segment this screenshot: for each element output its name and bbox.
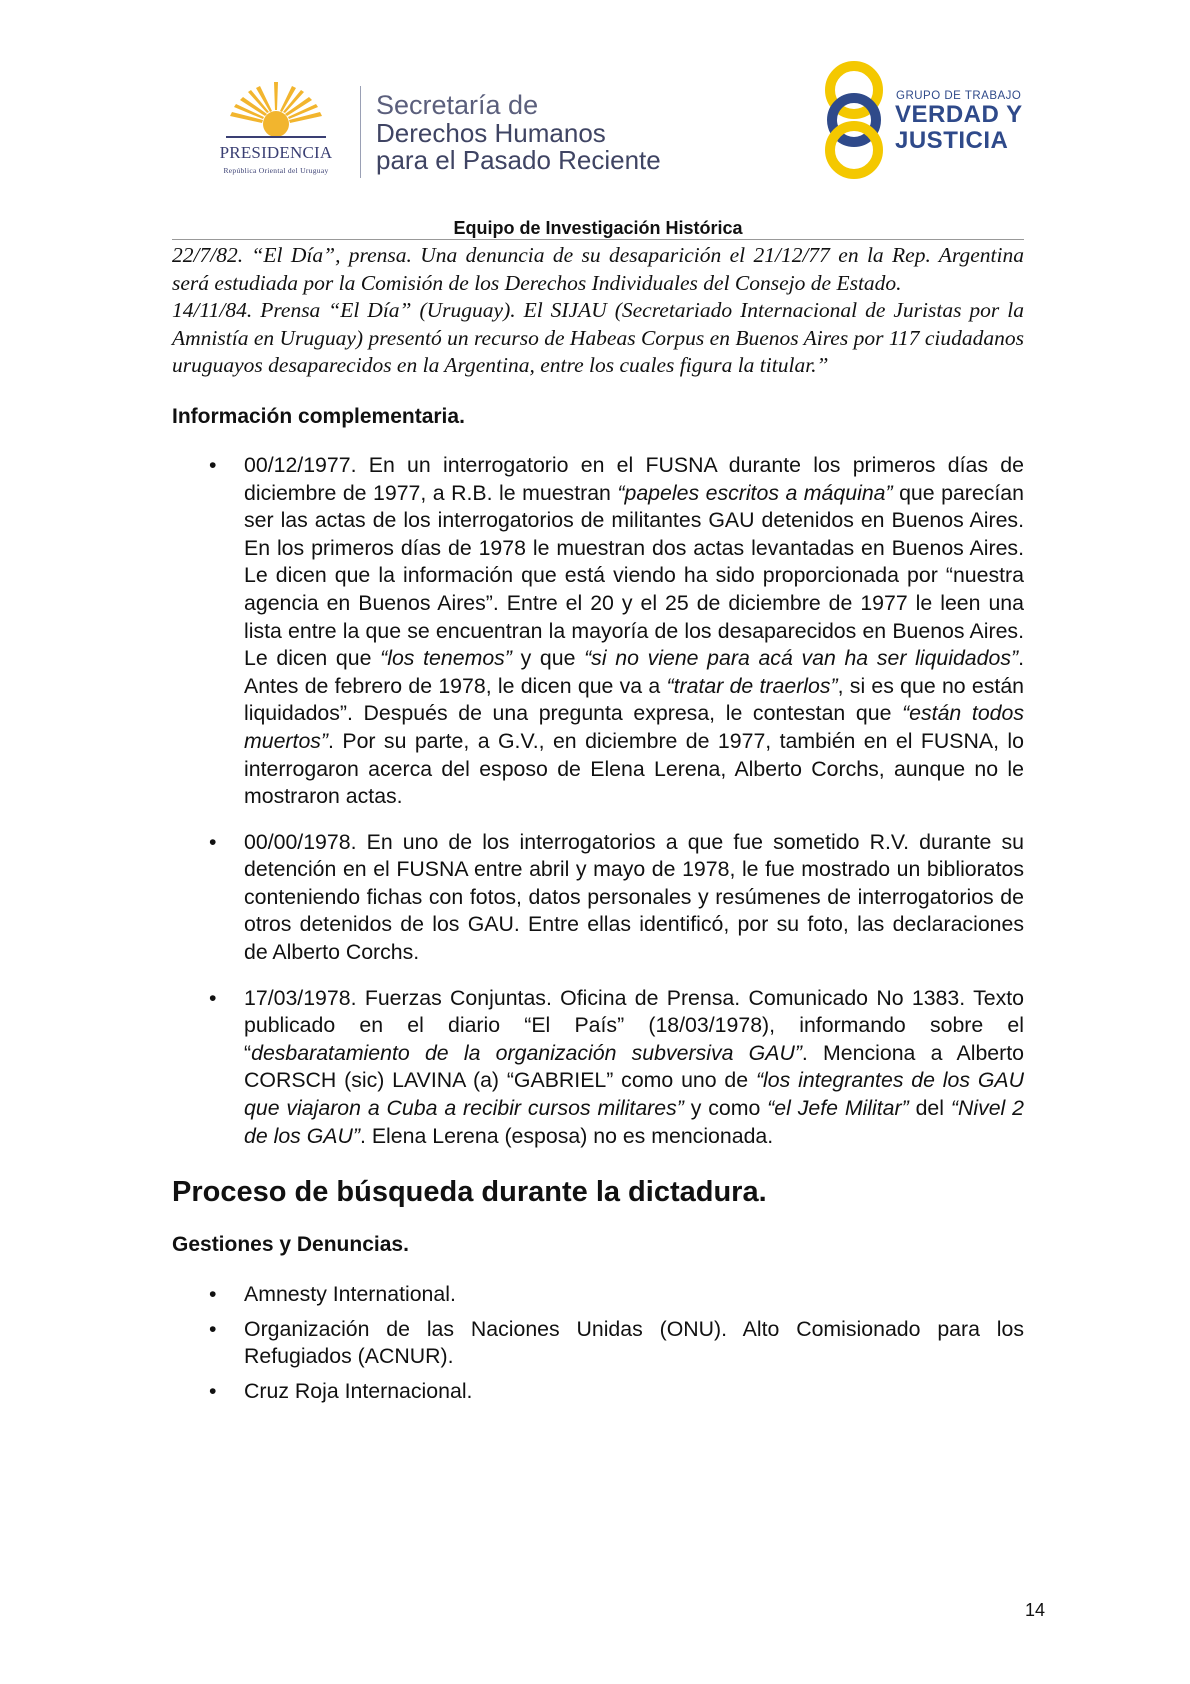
text-run: . Por su parte, a G.V., en diciembre de 1977, también en el FUSNA, lo interrogaron acerca del esposo de Elena Lerena, Alberto Corchs, aunque no le mostraron actas. bbox=[244, 728, 1024, 809]
italic-run: “tratar de traerlos” bbox=[666, 673, 838, 698]
press-quote bbox=[172, 242, 1024, 380]
list-item bbox=[172, 1378, 1024, 1406]
info-list bbox=[172, 452, 1024, 1150]
text-run: que parecían ser las actas de los interrogatorios de militantes GAU detenidos en Buenos Aires. En los primeros días de 1978 le muestran dos actas levantadas en Buenos Aires. Le dicen que la información que está viendo ha sido proporcionada por “nuestra agencia en Buenos Aires”. Entre el 20 y el 25 de diciembre de 1977 le leen una lista entre la que se encuentran la mayoría de los desaparecidos en Buenos Aires. Le dicen que bbox=[244, 480, 1024, 671]
quote-paragraph-1: 22/7/82. “El Día”, prensa. Una denuncia de su desaparición el 21/12/77 en la Rep. Argentina será estudiada por la Comisión de los Derechos Individuales del Consejo de Estado. bbox=[172, 243, 1024, 295]
italic-run: “Nivel 2 de los GAU” bbox=[244, 1096, 1024, 1148]
bullet-icon: • bbox=[209, 985, 217, 1010]
bullet-icon: • bbox=[209, 1379, 217, 1403]
list-item bbox=[172, 829, 1024, 967]
italic-run: “papeles escritos a máquina” bbox=[617, 480, 893, 505]
info-heading: Información complementaria. bbox=[172, 404, 465, 428]
italic-run: “los integrantes de los GAU que viajaron a Cuba a recibir cursos militares” bbox=[244, 1068, 1025, 1121]
page-number: 14 bbox=[1024, 1600, 1045, 1620]
sun-icon bbox=[226, 80, 326, 142]
text-run: y como bbox=[683, 1096, 768, 1121]
secretaria-line-1: Secretaría de bbox=[376, 90, 539, 120]
bullet-icon: • bbox=[209, 829, 217, 854]
bullet-icon: • bbox=[209, 1316, 217, 1341]
text-run: . Menciona a Alberto CORSCH (sic) LAVINA (a) “GABRIEL” como uno de bbox=[244, 1040, 1024, 1093]
header-rule bbox=[172, 239, 1024, 240]
italic-run: desbaratamiento de la organización subversiva GAU” bbox=[251, 1040, 802, 1065]
chain-rings-icon bbox=[820, 56, 890, 184]
text-run: y que bbox=[511, 646, 585, 671]
document-body bbox=[172, 242, 1024, 1406]
list-item bbox=[172, 452, 1024, 811]
list-item bbox=[172, 1316, 1024, 1371]
secretaria-logo-text bbox=[376, 90, 661, 174]
gestiones-list bbox=[172, 1281, 1024, 1405]
text-run: . Antes de febrero de 1978, le dicen que va a bbox=[244, 646, 1024, 698]
italic-run: “si no viene para acá van ha ser liquidados” bbox=[584, 646, 1019, 671]
text-run: 17/03/1978. Fuerzas Conjuntas. Oficina de Prensa. Comunicado No 1383. Texto publicado en el diario “El País” (18/03/1978), informando sobre el “ bbox=[244, 985, 1024, 1065]
proceso-heading: Proceso de búsqueda durante la dictadura. bbox=[172, 1176, 767, 1209]
presidencia-logo bbox=[196, 80, 356, 180]
italic-run: “están todos muertos” bbox=[244, 701, 1024, 753]
page-header bbox=[0, 0, 1190, 200]
bullet-icon: • bbox=[209, 1282, 217, 1307]
list-item bbox=[172, 1281, 1024, 1309]
italic-run: “los tenemos” bbox=[380, 646, 512, 671]
header-divider bbox=[360, 86, 361, 178]
text-run: 00/00/1978. En uno de los interrogatorios a que fue sometido R.V. durante su detención en el FUSNA entre abril y mayo de 1978, le fue mostrado un biblioratos conteniendo fichas con fotos, datos personales y resúmenes de interrogatorios de otros detenidos de los GAU. Entre ellas identificó, por su foto, las declaraciones de Alberto Corchs. bbox=[244, 829, 1024, 965]
text-run: . Elena Lerena (esposa) no es mencionada. bbox=[360, 1123, 774, 1148]
text-run: , si es que no están liquidados”. Después de una pregunta expresa, le contestan que bbox=[244, 673, 1025, 726]
italic-run: “el Jefe Militar” bbox=[767, 1096, 909, 1121]
grupo-label: GRUPO DE TRABAJO bbox=[896, 90, 1022, 102]
list-item bbox=[172, 985, 1024, 1151]
team-title: Equipo de Investigación Histórica bbox=[453, 218, 743, 238]
text-run: 00/12/1977. En un interrogatorio en el FUSNA durante los primeros días de diciembre de 1977, a R.B. le muestran bbox=[244, 452, 1024, 505]
text-run: Cruz Roja Internacional. bbox=[244, 1379, 473, 1403]
justicia-label: JUSTICIA bbox=[895, 127, 1009, 154]
presidencia-name: PRESIDENCIA bbox=[219, 143, 333, 162]
verdad-justicia-logo bbox=[820, 56, 1030, 184]
gestiones-heading: Gestiones y Denuncias. bbox=[172, 1233, 409, 1257]
text-run: Organización de las Naciones Unidas (ONU). Alto Comisionado para los Refugiados (ACNUR). bbox=[244, 1316, 1024, 1369]
secretaria-line-3: para el Pasado Reciente bbox=[376, 145, 661, 175]
text-run: del bbox=[908, 1096, 951, 1121]
quote-paragraph-2: 14/11/84. Prensa “El Día” (Uruguay). El SIJAU (Secretariado Internacional de Juristas por la Amnistía en Uruguay) presentó un recurso de Habeas Corpus en Buenos Aires por 117 ciudadanos uruguayos desaparecidos en la Argentina, entre los cuales figura la titular.” bbox=[172, 298, 1024, 378]
bullet-icon: • bbox=[209, 452, 217, 477]
secretaria-line-2: Derechos Humanos bbox=[376, 118, 606, 148]
presidencia-subtitle: República Oriental del Uruguay bbox=[223, 166, 329, 175]
verdad-label: VERDAD Y bbox=[895, 101, 1023, 128]
text-run: Amnesty International. bbox=[244, 1282, 456, 1307]
